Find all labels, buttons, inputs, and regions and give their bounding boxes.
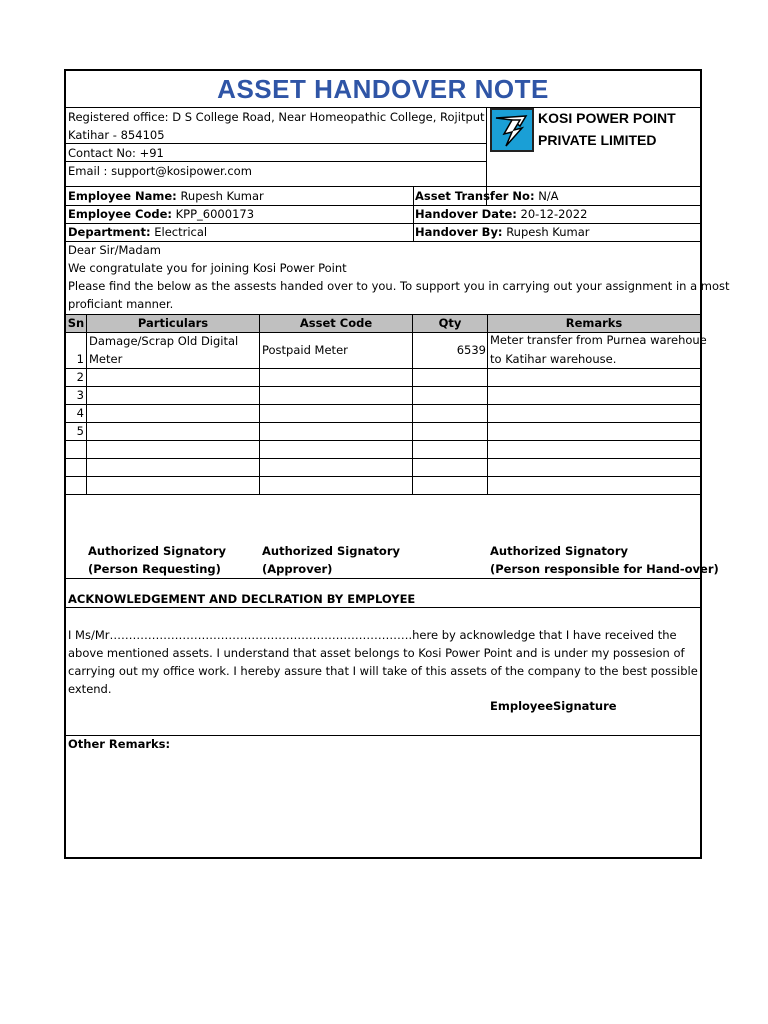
row-1-particulars-line1: Damage/Scrap Old Digital xyxy=(89,334,239,348)
employee-code-label: Employee Code: xyxy=(68,207,172,221)
signatory-requesting-role: (Person Requesting) xyxy=(88,562,221,576)
letter-line1: We congratulate you for joining Kosi Power Point xyxy=(68,261,347,275)
handover-by xyxy=(415,223,590,241)
rule xyxy=(66,578,700,579)
acknowledgement-line2: above mentioned assets. I understand that asset belongs to Kosi Power Point and is under my possesion of xyxy=(68,646,685,660)
office-address-line1: Registered office: D S College Road, Near Homeopathic College, Rojitput xyxy=(68,110,485,124)
company-name-line2: PRIVATE LIMITED xyxy=(538,132,657,148)
handover-by-label: Handover By: xyxy=(415,225,503,239)
handover-date xyxy=(415,205,587,223)
department xyxy=(68,223,207,241)
company-name-line1: KOSI POWER POINT xyxy=(538,110,676,126)
employee-name-label: Employee Name: xyxy=(68,189,177,203)
rule xyxy=(259,314,260,332)
employee-name xyxy=(68,187,264,205)
rule xyxy=(66,386,700,387)
rule xyxy=(66,241,700,242)
letter-salutation: Dear Sir/Madam xyxy=(68,243,161,257)
row-1-asset-code: Postpaid Meter xyxy=(262,343,348,357)
rule xyxy=(66,368,700,369)
rule xyxy=(66,494,700,495)
signatory-approver-title: Authorized Signatory xyxy=(262,544,400,558)
rule xyxy=(66,458,700,459)
row-1-remarks-line2: to Katihar warehouse. xyxy=(490,352,617,366)
employee-name-value: Rupesh Kumar xyxy=(180,189,264,203)
rule xyxy=(413,186,414,241)
row-1-remarks-line1: Meter transfer from Purnea warehoue xyxy=(490,333,707,347)
asset-handover-form xyxy=(64,69,730,859)
table-header-asset-code: Asset Code xyxy=(299,316,373,330)
office-address-line2: Katihar - 854105 xyxy=(68,128,165,142)
signatory-approver-role: (Approver) xyxy=(262,562,333,576)
row-4-sn: 4 xyxy=(76,406,84,420)
letter-line2: Please find the below as the assests handed over to you. To support you in carrying out your assignment in a most xyxy=(68,279,730,293)
signatory-handover-role: (Person responsible for Hand-over) xyxy=(490,562,719,576)
employee-signature-label: EmployeeSignature xyxy=(490,699,617,713)
office-email: Email : support@kosipower.com xyxy=(68,164,252,178)
handover-date-label: Handover Date: xyxy=(415,207,517,221)
row-1-particulars-line2: Meter xyxy=(89,352,123,366)
rule xyxy=(487,314,488,332)
rule xyxy=(66,422,700,423)
table-header-particulars: Particulars xyxy=(137,316,209,330)
table-header-qty: Qty xyxy=(438,316,462,330)
letter-line3: proficiant manner. xyxy=(68,297,174,311)
employee-code xyxy=(68,205,254,223)
acknowledgement-line3: carrying out my office work. I hereby assure that I will take of this assets of the company to the best possible xyxy=(68,664,698,678)
asset-transfer-value: N/A xyxy=(538,189,559,203)
rule xyxy=(259,314,260,494)
rule xyxy=(66,476,700,477)
table-header-remarks: Remarks xyxy=(565,316,623,330)
department-value: Electrical xyxy=(154,225,208,239)
rule xyxy=(412,314,413,332)
department-label: Department: xyxy=(68,225,151,239)
acknowledgement-line1: I Ms/Mr…………………………………………………………………….here by acknowledge that I have received the xyxy=(68,628,677,642)
other-remarks-label: Other Remarks: xyxy=(68,737,171,751)
office-contact: Contact No: +91 xyxy=(68,146,164,160)
handover-date-value: 20-12-2022 xyxy=(520,207,588,221)
rule xyxy=(66,404,700,405)
row-5-sn: 5 xyxy=(76,424,84,438)
row-1-sn: 1 xyxy=(76,352,84,366)
page-title: ASSET HANDOVER NOTE xyxy=(217,74,549,104)
asset-transfer-no xyxy=(415,187,559,205)
row-3-sn: 3 xyxy=(76,388,84,402)
lightning-logo-icon xyxy=(490,108,534,152)
signatory-handover-title: Authorized Signatory xyxy=(490,544,628,558)
rule xyxy=(487,314,488,494)
employee-code-value: KPP_6000173 xyxy=(175,207,255,221)
acknowledgement-heading: ACKNOWLEDGEMENT AND DECLRATION BY EMPLOYEE xyxy=(68,592,416,606)
acknowledgement-line4: extend. xyxy=(68,682,112,696)
row-2-sn: 2 xyxy=(76,370,84,384)
row-1-qty: 6539 xyxy=(456,343,486,357)
signatory-requesting-title: Authorized Signatory xyxy=(88,544,226,558)
rule xyxy=(86,314,87,494)
handover-by-value: Rupesh Kumar xyxy=(506,225,590,239)
rule xyxy=(86,314,87,332)
table-header-sn: Sn xyxy=(67,316,85,330)
rule xyxy=(66,440,700,441)
asset-transfer-label: Asset Transfer No: xyxy=(415,189,535,203)
rule xyxy=(66,314,700,315)
